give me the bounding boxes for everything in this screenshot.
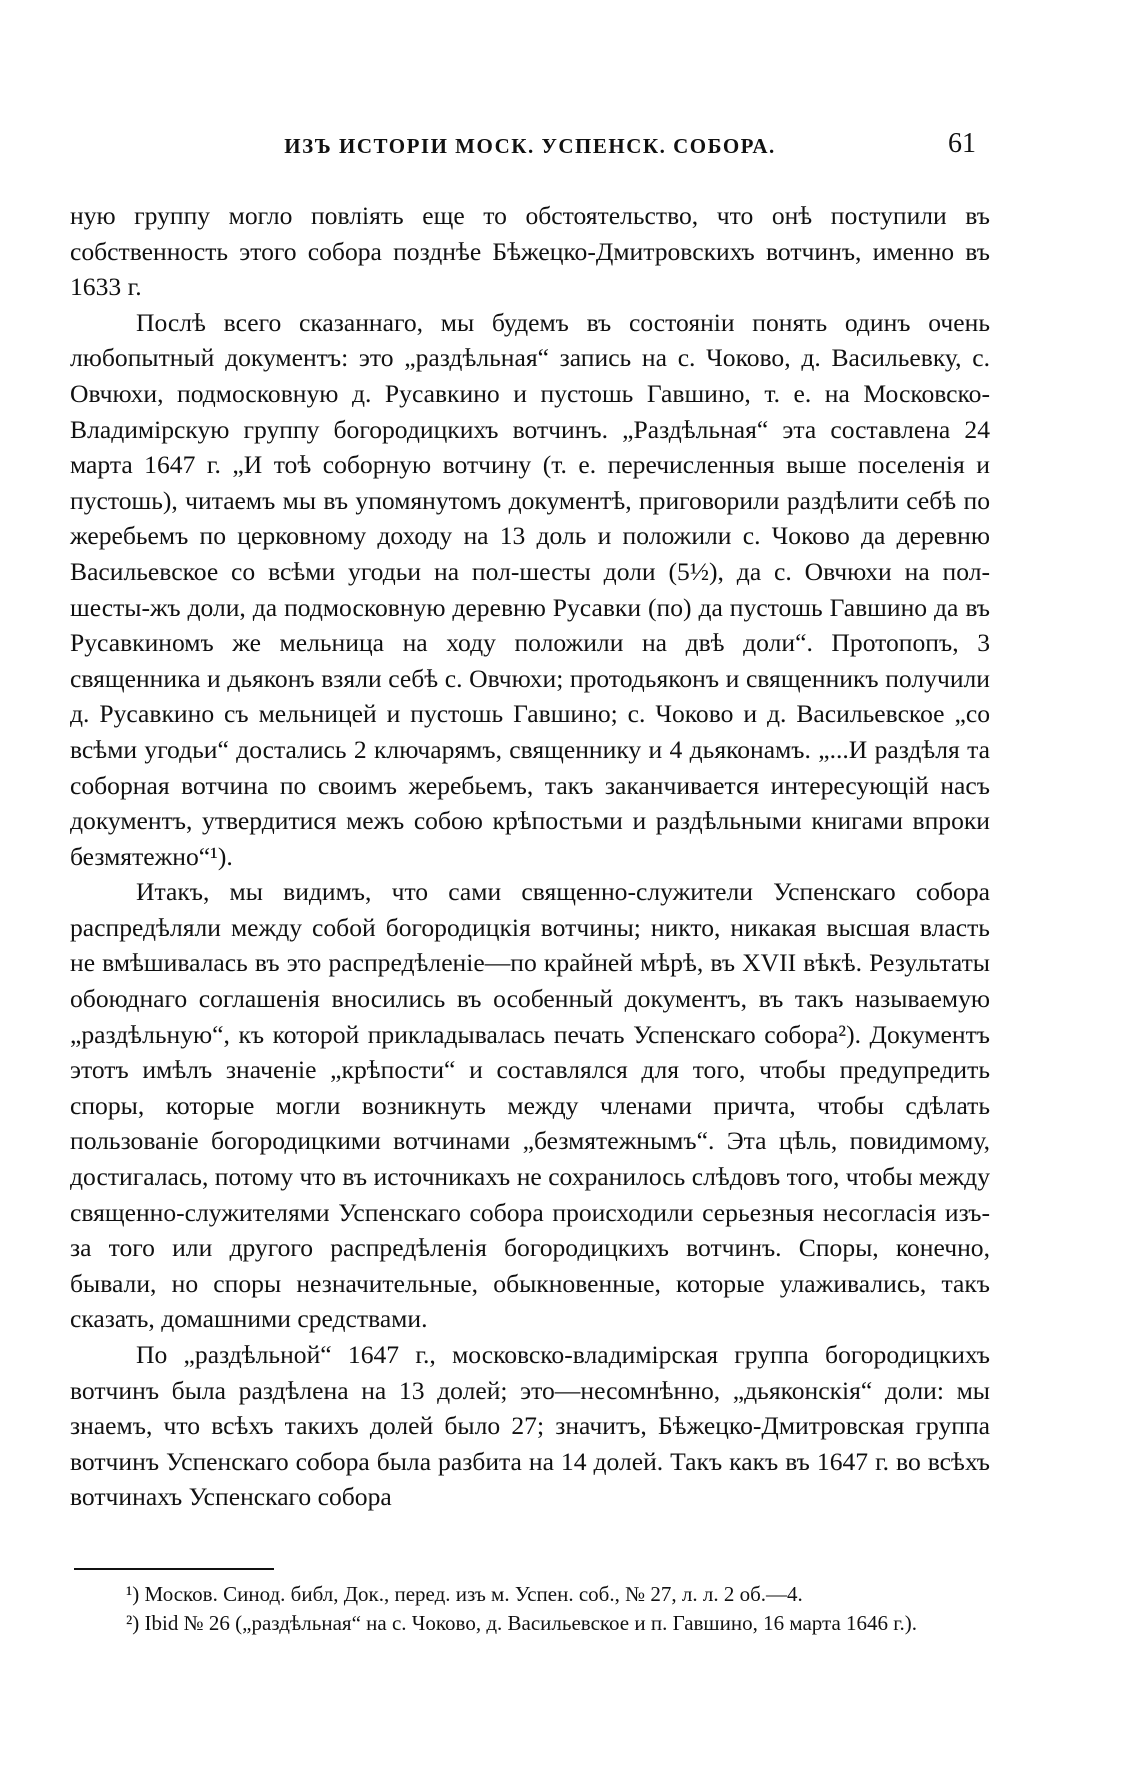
main-text [70, 198, 990, 1515]
footnotes [70, 1580, 990, 1638]
paragraph-po-razdelnoy: По „раздѣльной“ 1647 г., московско-владимірская группа богородицкихъ вотчинъ была раздѣлена на 13 долей; это—несомнѣнно, „дьяконскія“ доли: мы знаемъ, что всѣхъ такихъ долей было 27; значитъ, Бѣжецко-Дмитровская группа вотчинъ Успенскаго собора была разбита на 14 долей. Такъ какъ въ 1647 г. во всѣхъ вотчинахъ Успенскаго собора [70, 1340, 990, 1512]
footnote-divider [74, 1568, 274, 1570]
paragraph-continued: ную группу могло повліять еще то обстоятельство, что онѣ поступили въ собственность этого собора позднѣе Бѣжецко-Дмитровскихъ вотчинъ, именно въ 1633 г. [70, 201, 990, 302]
page-header [70, 118, 990, 178]
paragraph-itak: Итакъ, мы видимъ, что сами священно-служители Успенскаго собора распредѣляли между собой богородицкія вотчины; никто, никакая высшая власть не вмѣшивалась въ это распредѣленіе—по крайней мѣрѣ, въ XVII вѣкѣ. Результаты обоюднаго соглашенія вносились въ особенный документъ, въ такъ называемую „раздѣльную“, къ которой прикладывалась печать Успенскаго собора²). Документъ этотъ имѣлъ значеніе „крѣпости“ и составлялся для того, чтобы предупредить споры, которые могли возникнуть между членами причта, чтобы сдѣлать пользованіе богородицкими вотчинами „безмятежнымъ“. Эта цѣль, повидимому, достигалась, потому что въ источникахъ не сохранилось слѣдовъ того, чтобы между священно-служителями Успенскаго собора происходили серьезныя несогласія изъ-за того или другого распредѣленія богородицкихъ вотчинъ. Споры, конечно, бывали, но споры незначительные, обыкновенные, которые улаживались, такъ сказать, домашними средствами. [70, 877, 990, 1334]
paragraph-razdelnaya: Послѣ всего сказаннаго, мы будемъ въ состояніи понять одинъ очень любопытный документъ: это „раздѣльная“ запись на с. Чоково, д. Васильевку, с. Овчюхи, подмосковную д. Русавкино и пустошь Гавшино, т. е. на Московско-Владимірскую группу богородицкихъ вотчинъ. „Раздѣльная“ эта составлена 24 марта 1647 г. „И тоѣ соборную вотчину (т. е. перечисленныя выше поселенія и пустошь), читаемъ мы въ упомянутомъ документѣ, приговорили раздѣлити себѣ по жеребьемъ по церковному доходу на 13 доль и положили с. Чоково да деревню Васильевское со всѣми угодьи на пол-шесты доли (5½), да с. Овчюхи на пол-шесты-жъ доли, да подмосковную деревню Русавки (по) да пустошь Гавшино да въ Русавкиномъ же мельница на ходу положили на двѣ доли“. Протопопъ, 3 священника и дьяконъ взяли себѣ с. Овчюхи; протодьяконъ и священникъ получили д. Русавкино съ мельницей и пустошь Гавшино; с. Чоково и д. Васильевское „со всѣми угодьи“ достались 2 ключарямъ, священнику и 4 дьяконамъ. „...И раздѣля та соборная вотчина по своимъ жеребьемъ, такъ заканчивается интересующій насъ документъ, утвердитися межъ собою крѣпостьми и раздѣльными книгами впроки безмятежно“¹). [70, 307, 990, 871]
page-number: 61 [948, 128, 976, 159]
footnote-1: ¹) Москов. Синод. библ, Док., перед. изъ м. Успен. соб., № 27, л. л. 2 об.—4. [126, 1582, 803, 1606]
footnote-2: ²) Ibid № 26 („раздѣльная“ на с. Чоково, д. Васильевское и п. Гавшино, 16 марта 1646 г.). [126, 1611, 918, 1635]
running-title: ИЗЪ ИСТОРІИ МОСК. УСПЕНСК. СОБОРА. [284, 134, 776, 158]
